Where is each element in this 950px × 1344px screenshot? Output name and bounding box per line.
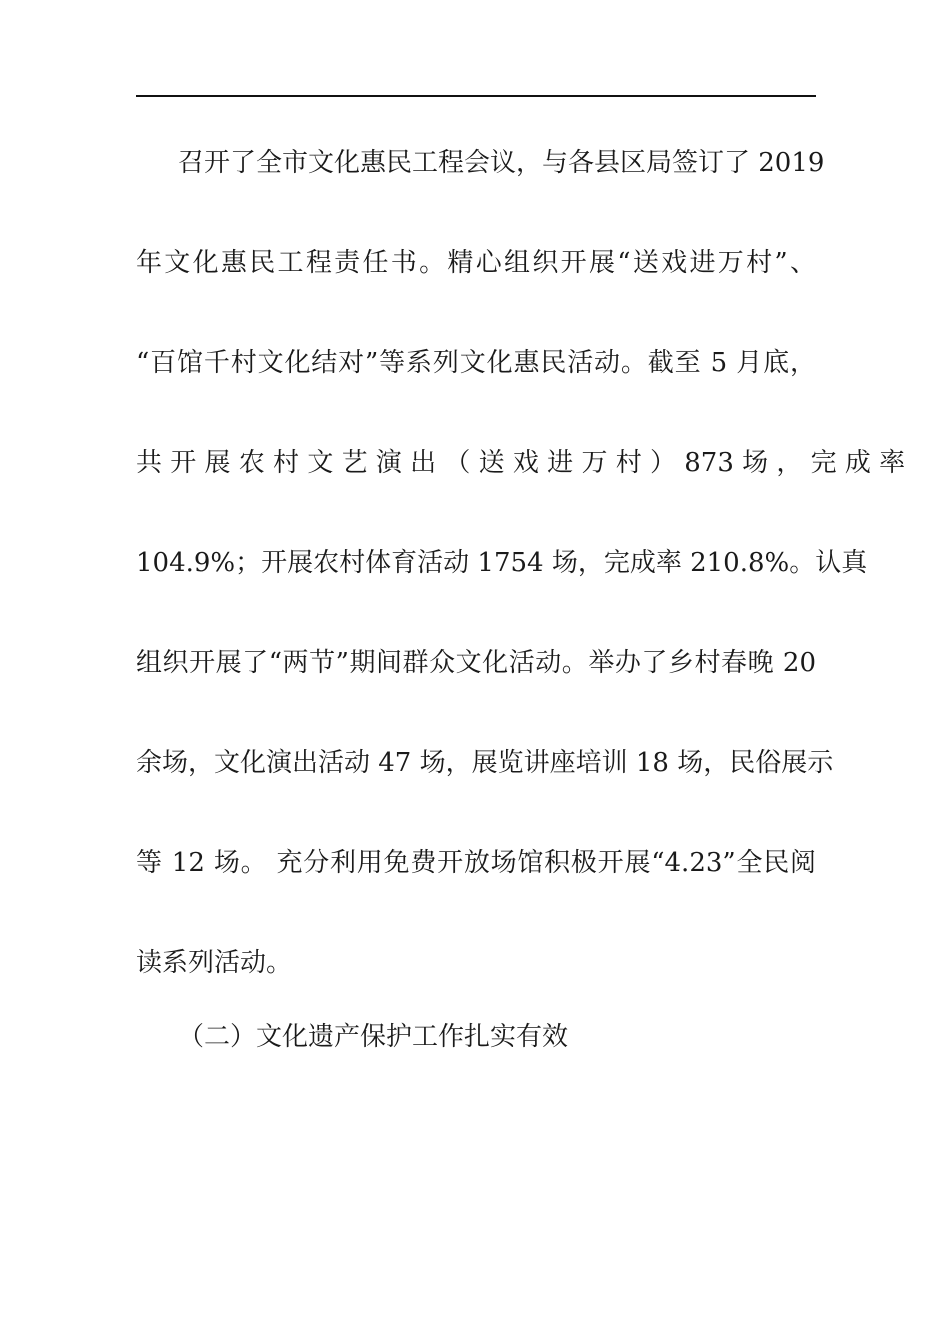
paragraph-line-7: 余场，文化演出活动 47 场，展览讲座培训 18 场，民俗展示 bbox=[136, 748, 834, 778]
header-rule bbox=[136, 95, 816, 97]
paragraph-line-2: 年文化惠民工程责任书。精心组织开展“送戏进万村”、 bbox=[136, 248, 816, 278]
paragraph-line-9: 读系列活动。 bbox=[136, 948, 293, 978]
paragraph-line-4: 共 开 展 农 村 文 艺 演 出 （ 送 戏 进 万 村 ） 873 场 ， 完 成 率 bbox=[136, 448, 906, 478]
paragraph-line-5: 104.9%；开展农村体育活动 1754 场，完成率 210.8%。认真 bbox=[136, 548, 868, 578]
paragraph-line-8: 等 12 场。 充分利用免费开放场馆积极开展“4.23”全民阅 bbox=[136, 848, 816, 878]
paragraph-line-1: 召开了全市文化惠民工程会议，与各县区局签订了 2019 bbox=[178, 148, 825, 178]
paragraph-line-6: 组织开展了“两节”期间群众文化活动。举办了乡村春晚 20 bbox=[136, 648, 816, 678]
paragraph-line-3: “百馆千村文化结对”等系列文化惠民活动。截至 5 月底， bbox=[136, 348, 816, 378]
section-heading: （二）文化遗产保护工作扎实有效 bbox=[178, 1022, 569, 1052]
